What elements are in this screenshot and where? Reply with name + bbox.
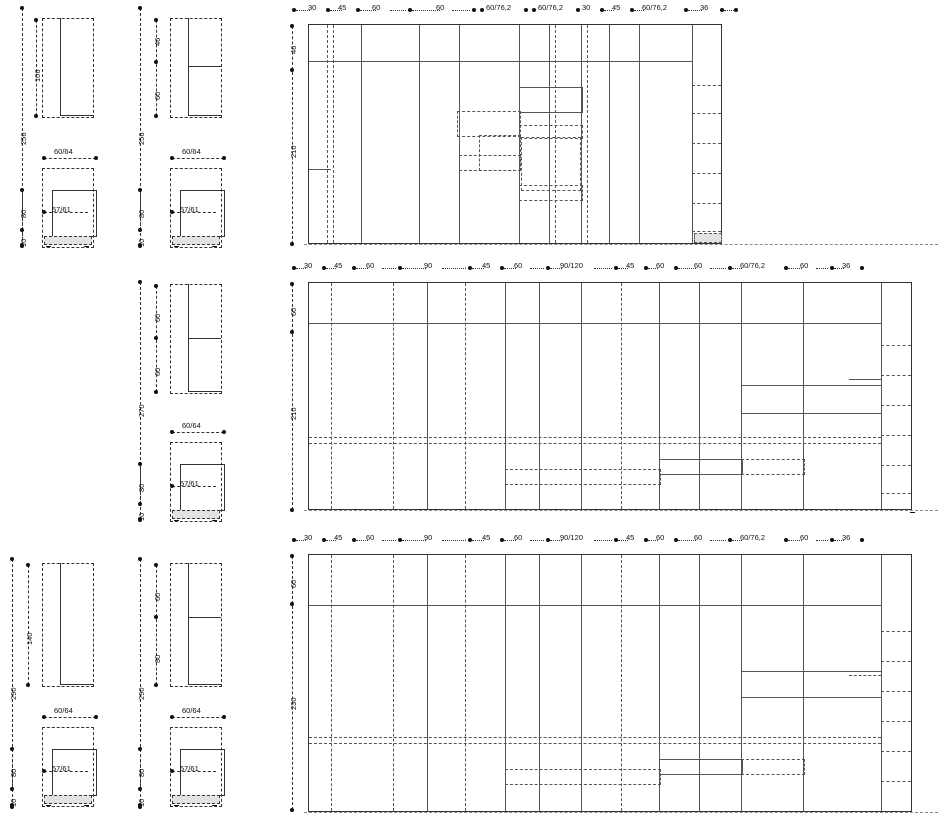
- dim-80: 80: [153, 654, 162, 663]
- dim-60-76: 60/76,2: [538, 3, 564, 12]
- dim-60-76: 60/76,2: [642, 3, 668, 12]
- dim-290: 290: [137, 687, 146, 700]
- dim-46: 46: [153, 37, 162, 46]
- dim-60: 60: [800, 533, 809, 542]
- dim-6064-line: [172, 717, 224, 718]
- dim-60-76: 60/76,2: [740, 261, 766, 270]
- dim-chain-210: [292, 334, 293, 510]
- dim-256: 256: [19, 132, 28, 145]
- dim-80: 80: [137, 209, 146, 218]
- dim-80: 80: [137, 768, 146, 777]
- plan-baseline: [304, 510, 938, 511]
- dim-60: 60: [436, 3, 445, 12]
- dim-chain-210: [292, 72, 293, 244]
- dim-10: 10: [137, 238, 146, 247]
- dim-6064-line: [44, 158, 96, 159]
- plan-baseline: [304, 244, 938, 245]
- dim-90-120: 90/120: [560, 533, 583, 542]
- dim-36: 36: [700, 3, 709, 12]
- plan-baseline: [304, 812, 938, 813]
- dim-45: 45: [612, 3, 621, 12]
- dim-90: 90: [424, 533, 433, 542]
- dim-chain-60a: [156, 286, 157, 338]
- dim-60: 60: [656, 533, 665, 542]
- dim-60-76: 60/76,2: [740, 533, 766, 542]
- plan-row2: [278, 258, 938, 516]
- dim-57-61: 57/61: [180, 479, 199, 488]
- plan-top-dimension-strip: [292, 3, 932, 16]
- dim-210: 210: [289, 145, 298, 158]
- dim-57-61: 57/61: [52, 764, 71, 773]
- plan-row3: [278, 530, 938, 817]
- dim-60: 60: [372, 3, 381, 12]
- dim-45: 45: [482, 261, 491, 270]
- dim-80: 80: [9, 768, 18, 777]
- plan-frame: [308, 282, 912, 510]
- dim-90-120: 90/120: [560, 261, 583, 270]
- dim-chain-60: [156, 64, 157, 116]
- dim-210: 210: [289, 407, 298, 420]
- dim-60: 60: [694, 261, 703, 270]
- dim-chain-60b: [156, 340, 157, 392]
- elevation-row1-left: [0, 0, 130, 250]
- dim-60: 60: [153, 367, 162, 376]
- dim-30: 30: [304, 261, 313, 270]
- dim-60-64: 60/64: [182, 706, 201, 715]
- dim-60-76: 60/76,2: [486, 3, 512, 12]
- dim-57-61: 57/61: [52, 205, 71, 214]
- dim-60: 60: [289, 579, 298, 588]
- dim-60: 60: [514, 533, 523, 542]
- dim-10: 10: [137, 798, 146, 807]
- plan-frame: [308, 554, 912, 812]
- dim-60-64: 60/64: [54, 706, 73, 715]
- dim-46: 46: [289, 45, 298, 54]
- dim-60: 60: [153, 313, 162, 322]
- upper-cabinet-outline: [170, 18, 222, 118]
- dim-45: 45: [626, 533, 635, 542]
- plan-frame: [308, 24, 722, 244]
- dim-10: 10: [19, 238, 28, 247]
- dim-30: 30: [582, 3, 591, 12]
- dim-60: 60: [289, 307, 298, 316]
- upper-cabinet-outline: [170, 563, 222, 687]
- dim-6064-line: [172, 158, 224, 159]
- dim-chain-60: [156, 565, 157, 617]
- dim-256: 256: [137, 132, 146, 145]
- dim-60-64: 60/64: [54, 147, 73, 156]
- dim-60: 60: [366, 533, 375, 542]
- dim-10: 10: [9, 798, 18, 807]
- dim-140: 140: [25, 632, 34, 645]
- elevation-row2-right: [128, 272, 258, 527]
- dim-chain-80-upper: [156, 619, 157, 685]
- plan-row1: [278, 0, 938, 255]
- dim-chain-106: [36, 20, 37, 116]
- dim-57-61: 57/61: [180, 205, 199, 214]
- dim-45: 45: [626, 261, 635, 270]
- dim-57-61: 57/61: [180, 764, 199, 773]
- dim-80: 80: [19, 209, 28, 218]
- dim-10: 10: [137, 512, 146, 521]
- plan-top-dimension-strip: [292, 261, 932, 274]
- dim-90: 90: [424, 261, 433, 270]
- elevation-row3-left: [0, 545, 130, 813]
- dim-230: 230: [289, 697, 298, 710]
- dim-45: 45: [334, 533, 343, 542]
- dim-60: 60: [153, 91, 162, 100]
- dim-45: 45: [338, 3, 347, 12]
- dim-36: 36: [842, 533, 851, 542]
- dim-106: 106: [33, 69, 42, 82]
- dim-60: 60: [800, 261, 809, 270]
- dim-60: 60: [656, 261, 665, 270]
- dim-80: 80: [137, 483, 146, 492]
- dim-6064-line: [44, 717, 96, 718]
- dim-6064-line: [172, 432, 224, 433]
- dim-36: 36: [842, 261, 851, 270]
- dim-60: 60: [514, 261, 523, 270]
- upper-cabinet-outline: [42, 563, 94, 687]
- dim-60: 60: [153, 592, 162, 601]
- dim-60: 60: [366, 261, 375, 270]
- dim-60-64: 60/64: [182, 421, 201, 430]
- dim-60-64: 60/64: [182, 147, 201, 156]
- elevation-row3-right: [128, 545, 258, 813]
- dim-30: 30: [308, 3, 317, 12]
- upper-cabinet-outline: [42, 18, 94, 118]
- dim-60: 60: [694, 533, 703, 542]
- dim-45: 45: [334, 261, 343, 270]
- dim-290: 290: [9, 687, 18, 700]
- dim-270: 270: [137, 404, 146, 417]
- upper-cabinet-outline: [170, 284, 222, 394]
- dim-chain-140: [28, 565, 29, 685]
- elevation-row1-right: [128, 0, 258, 250]
- plan-top-dimension-strip: [292, 533, 932, 546]
- dim-45: 45: [482, 533, 491, 542]
- dim-30: 30: [304, 533, 313, 542]
